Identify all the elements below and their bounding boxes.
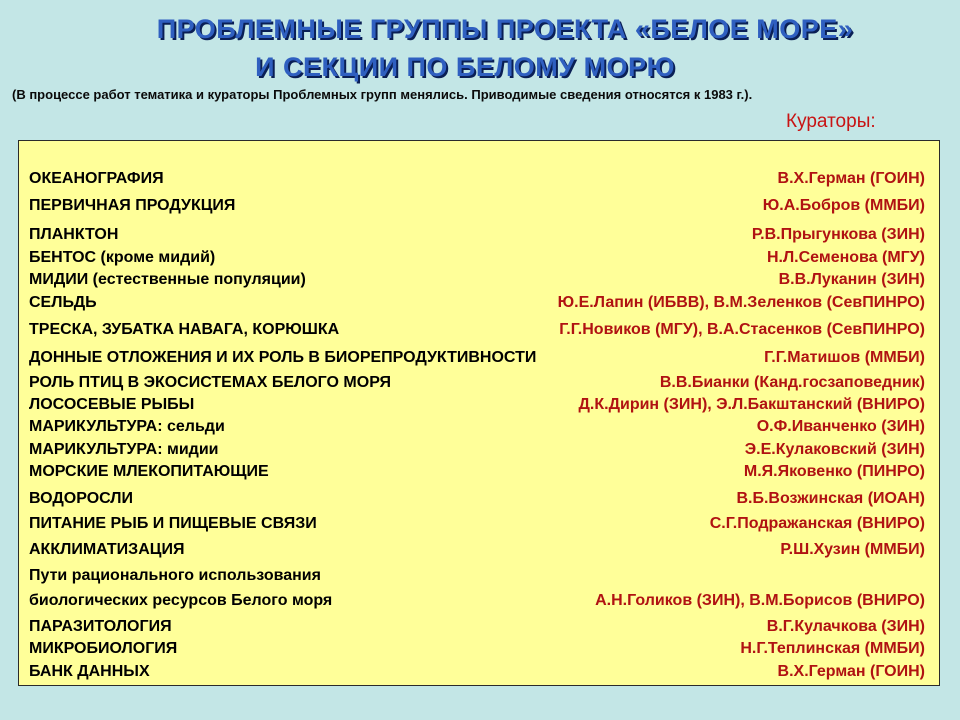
curator-label: В.Х.Герман (ГОИН) <box>777 170 925 187</box>
topic-label: АККЛИМАТИЗАЦИЯ <box>29 541 185 558</box>
curator-label: Г.Г.Новиков (МГУ), В.А.Стасенков (СевПИНРО) <box>559 321 925 338</box>
groups-panel <box>18 140 940 686</box>
topic-label: МАРИКУЛЬТУРА: сельди <box>29 418 225 435</box>
curator-label: Ю.А.Бобров (ММБИ) <box>762 197 925 214</box>
table-row <box>29 394 925 416</box>
curator-label: Ю.Е.Лапин (ИБВВ), В.М.Зеленков (СевПИНРО) <box>557 294 925 311</box>
topic-label: ТРЕСКА, ЗУБАТКА НАВАГА, КОРЮШКА <box>29 321 340 338</box>
curator-label: В.Б.Возжинская (ИОАН) <box>736 490 925 507</box>
table-row <box>29 168 925 190</box>
table-row <box>29 590 925 612</box>
topic-label: Пути рационального использования <box>29 567 321 584</box>
topic-label: РОЛЬ ПТИЦ В ЭКОСИСТЕМАХ БЕЛОГО МОРЯ <box>29 374 391 391</box>
topic-label: МАРИКУЛЬТУРА: мидии <box>29 441 219 458</box>
curator-label: Н.Л.Семенова (МГУ) <box>766 249 925 266</box>
topic-label: ВОДОРОСЛИ <box>29 490 134 507</box>
topic-label: БАНК ДАННЫХ <box>29 663 150 680</box>
table-row <box>29 347 925 369</box>
topic-label: ПЕРВИЧНАЯ ПРОДУКЦИЯ <box>29 197 236 214</box>
curator-label: Д.К.Дирин (ЗИН), Э.Л.Бакштанский (ВНИРО) <box>578 396 925 413</box>
topic-label: биологических ресурсов Белого моря <box>29 592 333 609</box>
curator-label: Г.Г.Матишов (ММБИ) <box>764 349 925 366</box>
title-line-1: ПРОБЛЕМНЫЕ ГРУППЫ ПРОЕКТА «БЕЛОЕ МОРЕ» <box>156 14 854 44</box>
table-row <box>29 616 925 638</box>
curator-label: М.Я.Яковенко (ПИНРО) <box>743 463 925 480</box>
table-row <box>29 461 925 483</box>
table-row <box>29 439 925 461</box>
table-row <box>29 638 925 660</box>
table-row <box>29 416 925 438</box>
topic-label: МИКРОБИОЛОГИЯ <box>29 640 178 657</box>
curator-label: Э.Е.Кулаковский (ЗИН) <box>744 441 925 458</box>
topic-label: ПИТАНИЕ РЫБ И ПИЩЕВЫЕ СВЯЗИ <box>29 515 317 532</box>
curator-label: А.Н.Голиков (ЗИН), В.М.Борисов (ВНИРО) <box>595 592 925 609</box>
curator-label: Н.Г.Теплинская (ММБИ) <box>740 640 925 657</box>
table-row <box>29 372 925 394</box>
title-line-2: И СЕКЦИИ ПО БЕЛОМУ МОРЮ <box>255 52 675 82</box>
curator-label: О.Ф.Иванченко (ЗИН) <box>756 418 925 435</box>
topic-label: ОКЕАНОГРАФИЯ <box>29 170 164 187</box>
topic-label: ЛОСОСЕВЫЕ РЫБЫ <box>29 396 195 413</box>
topic-label: БЕНТОС (кроме мидий) <box>29 249 216 266</box>
curators-label: Кураторы: <box>786 111 876 132</box>
curator-label: В.Г.Кулачкова (ЗИН) <box>766 618 925 635</box>
table-row <box>29 539 925 561</box>
topic-label: ДОННЫЕ ОТЛОЖЕНИЯ И ИХ РОЛЬ В БИОРЕПРОДУКТИВНОСТИ <box>29 349 537 366</box>
note-text: (В процессе работ тематика и кураторы Проблемных групп менялись. Приводимые сведения относятся к 1983 г.). <box>12 87 753 102</box>
topic-label: ПЛАНКТОН <box>29 226 119 243</box>
table-row <box>29 488 925 510</box>
table-row <box>29 195 925 217</box>
table-row <box>29 513 925 535</box>
curator-label: В.В.Луканин (ЗИН) <box>778 271 925 288</box>
curator-label: С.Г.Подражанская (ВНИРО) <box>709 515 925 532</box>
table-row <box>29 269 925 291</box>
curator-label: Р.В.Прыгункова (ЗИН) <box>751 226 925 243</box>
table-row <box>29 224 925 246</box>
topic-label: ПАРАЗИТОЛОГИЯ <box>29 618 172 635</box>
curator-label: Р.Ш.Хузин (ММБИ) <box>780 541 925 558</box>
table-row <box>29 292 925 314</box>
curator-label: В.В.Бианки (Канд.госзаповедник) <box>659 374 925 391</box>
topic-label: МОРСКИЕ МЛЕКОПИТАЮЩИЕ <box>29 463 269 480</box>
table-row <box>29 661 925 683</box>
table-row <box>29 319 925 341</box>
table-row <box>29 565 925 587</box>
curator-label: В.Х.Герман (ГОИН) <box>777 663 925 680</box>
table-row <box>29 247 925 269</box>
topic-label: МИДИИ (естественные популяции) <box>29 271 306 288</box>
topic-label: СЕЛЬДЬ <box>29 294 97 311</box>
